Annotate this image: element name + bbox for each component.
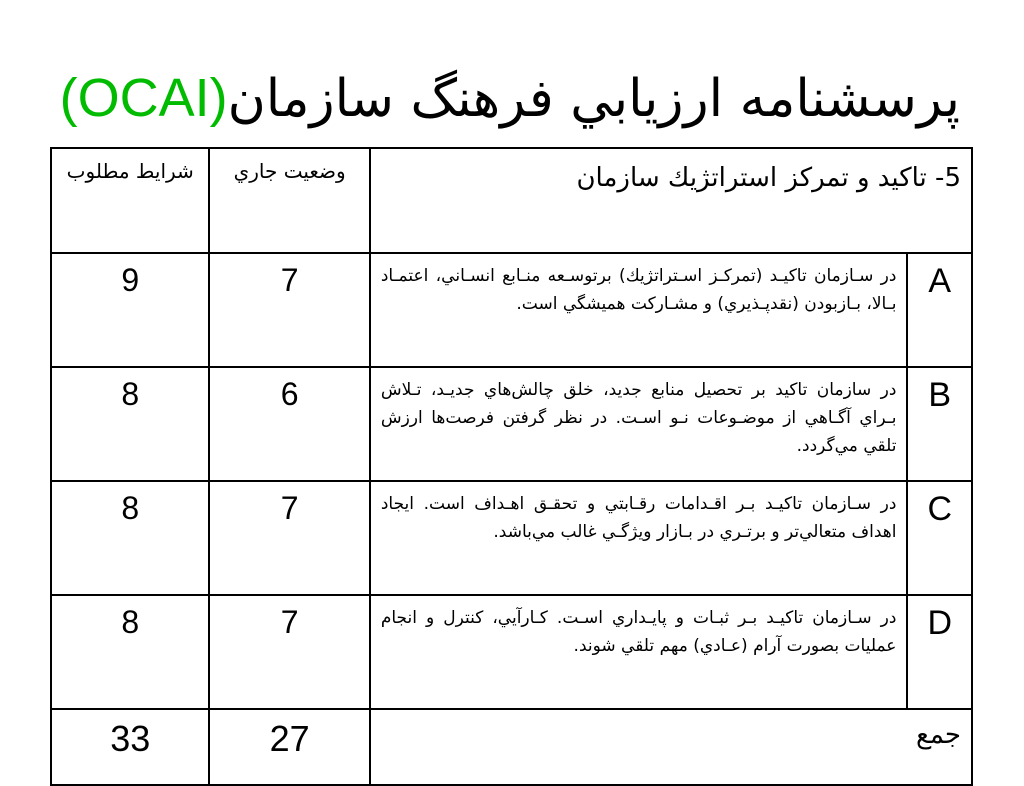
row-desired-value: 9 [51,253,209,367]
current-header: وضعيت جاري [209,148,369,253]
table-row [51,481,972,595]
row-letter: D [907,595,972,709]
row-description: در سازمان تاكيد بر تحصيل منابع جديد، خلق چالش‌هاي جديـد، تـلاش بـراي آگـاهي از موضـوعات نـو اسـت. در نظر گرفتن فرصت‌ها ارزش تلقي مي‌گردد. [370,367,908,481]
row-current-value: 7 [209,253,369,367]
total-desired-value: 33 [51,709,209,785]
table-row [51,595,972,709]
desired-header: شرايط مطلوب [51,148,209,253]
title-acronym: (OCAI) [59,68,228,128]
table-row [51,367,972,481]
row-current-value: 7 [209,481,369,595]
row-letter: C [907,481,972,595]
slide-title [60,58,960,138]
row-description: در سـازمان تاكيـد بـر ثبـات و پايـداري اسـت. كـارآيي، كنترل و انجام عمليات بصورت آرام (عـادي) مهم تلقي شوند. [370,595,908,709]
row-desired-value: 8 [51,367,209,481]
row-letter: B [907,367,972,481]
row-desired-value: 8 [51,481,209,595]
table-row [51,253,972,367]
row-current-value: 7 [209,595,369,709]
row-description: در سـازمان تاكيـد بـر اقـدامات رقـابتي و تحقـق اهـداف است. ايجاد اهداف متعالي‌تر و برتـري در بـازار ويژگـي غالب مي‌باشد. [370,481,908,595]
total-current-value: 27 [209,709,369,785]
header-row [51,148,972,253]
total-label: جمع [370,709,972,785]
total-row [51,709,972,785]
row-current-value: 6 [209,367,369,481]
title-text: پرسشنامه ارزيابي فرهنگ سازمان [227,69,960,129]
row-letter: A [907,253,972,367]
row-desired-value: 8 [51,595,209,709]
row-description: در سـازمان تاكيـد (تمركـز اسـتراتژيك) برتوسـعه منـابع انسـاني، اعتمـاد بـالا، بـازبودن (نقدپـذيري) و مشـاركت هميشگي است. [370,253,908,367]
ocai-table [50,147,973,786]
question-header: 5- تاكيد و تمركز استراتژيك سازمان [370,148,972,253]
